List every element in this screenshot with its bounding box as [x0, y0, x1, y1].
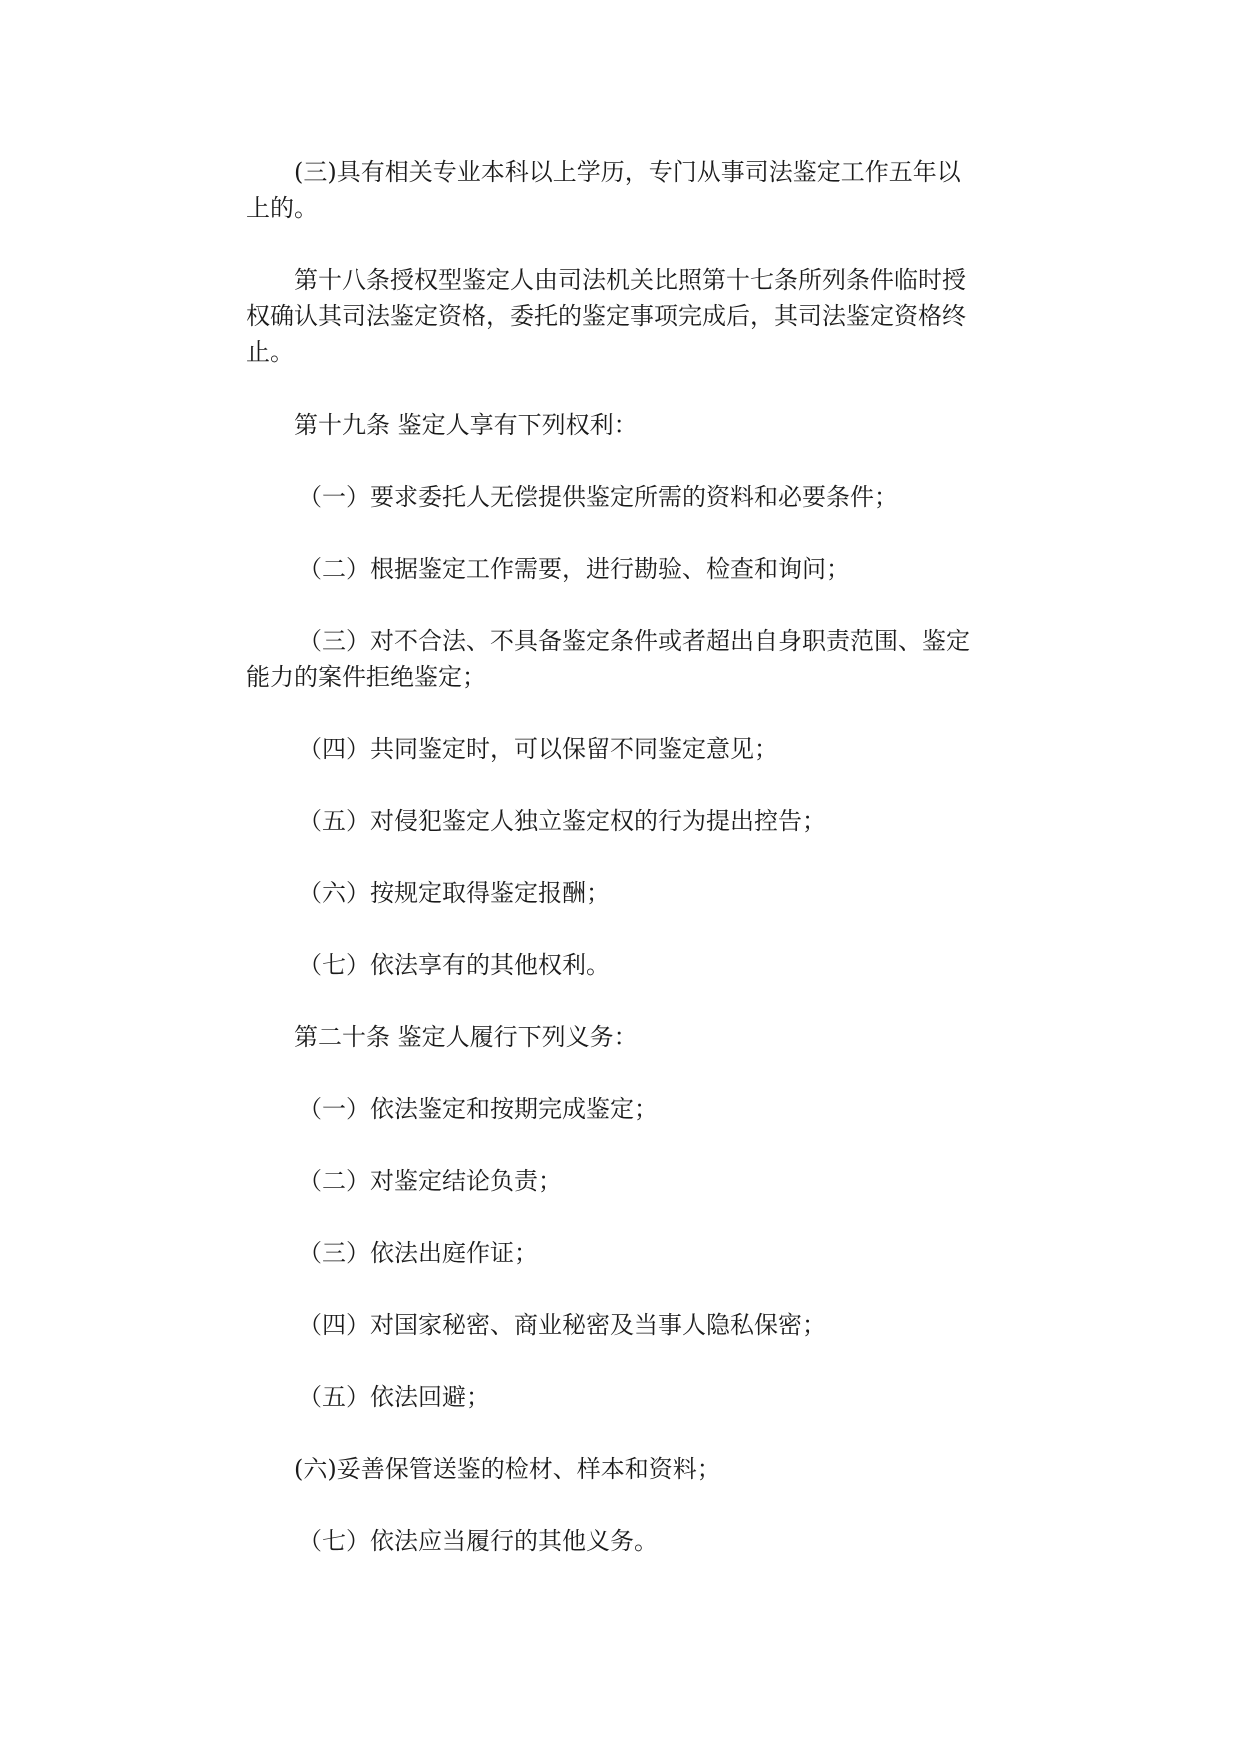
paragraph-article18: [246, 262, 1006, 370]
text-line: （三）依法出庭作证；: [298, 1239, 538, 1267]
text-line: 第二十条 鉴定人履行下列义务：: [294, 1023, 638, 1051]
text-line: （七）依法应当履行的其他义务。: [298, 1527, 658, 1555]
paragraph-right-7: [246, 947, 1006, 983]
text-line: 第十九条 鉴定人享有下列权利：: [294, 411, 638, 439]
paragraph-duty-2: [246, 1163, 1006, 1199]
text-line: 权确认其司法鉴定资格，委托的鉴定事项完成后，其司法鉴定资格终: [246, 302, 966, 330]
text-line: 止。: [246, 338, 294, 366]
text-line: （四）共同鉴定时，可以保留不同鉴定意见；: [298, 735, 778, 763]
paragraph-duty-4: [246, 1307, 1006, 1343]
paragraph-duty-5: [246, 1379, 1006, 1415]
text-line: （四）对国家秘密、商业秘密及当事人隐私保密；: [298, 1311, 826, 1339]
paragraph-duty-3: [246, 1235, 1006, 1271]
paragraph-duty-6: [246, 1451, 1006, 1487]
paragraph-right-4: [246, 731, 1006, 767]
text-line: （一）要求委托人无偿提供鉴定所需的资料和必要条件；: [298, 483, 898, 511]
paragraph-right-5: [246, 803, 1006, 839]
paragraph-article19-heading: [246, 407, 1006, 443]
text-line: （二）根据鉴定工作需要，进行勘验、检查和询问；: [298, 555, 850, 583]
paragraph-article20-heading: [246, 1019, 1006, 1055]
paragraph-duty-7: [246, 1523, 1006, 1559]
text-line: （七）依法享有的其他权利。: [298, 951, 610, 979]
text-line: （五）对侵犯鉴定人独立鉴定权的行为提出控告；: [298, 807, 826, 835]
text-line: （六）按规定取得鉴定报酬；: [298, 879, 610, 907]
paragraph-article17-item3: [246, 154, 1006, 226]
paragraph-right-3: [246, 623, 1006, 695]
paragraph-right-2: [246, 551, 1006, 587]
paragraph-right-6: [246, 875, 1006, 911]
text-line: （三）对不合法、不具备鉴定条件或者超出自身职责范围、鉴定: [298, 627, 970, 655]
text-line: （一）依法鉴定和按期完成鉴定；: [298, 1095, 658, 1123]
text-line: 能力的案件拒绝鉴定；: [246, 663, 486, 691]
text-line: 第十八条授权型鉴定人由司法机关比照第十七条所列条件临时授: [294, 266, 966, 294]
paragraph-right-1: [246, 479, 1006, 515]
text-line: 上的。: [246, 194, 318, 222]
text-line: （二）对鉴定结论负责；: [298, 1167, 562, 1195]
text-line: (三)具有相关专业本科以上学历，专门从事司法鉴定工作五年以: [294, 158, 961, 186]
paragraph-duty-1: [246, 1091, 1006, 1127]
text-line: （五）依法回避；: [298, 1383, 490, 1411]
text-line: (六)妥善保管送鉴的检材、样本和资料；: [294, 1455, 721, 1483]
